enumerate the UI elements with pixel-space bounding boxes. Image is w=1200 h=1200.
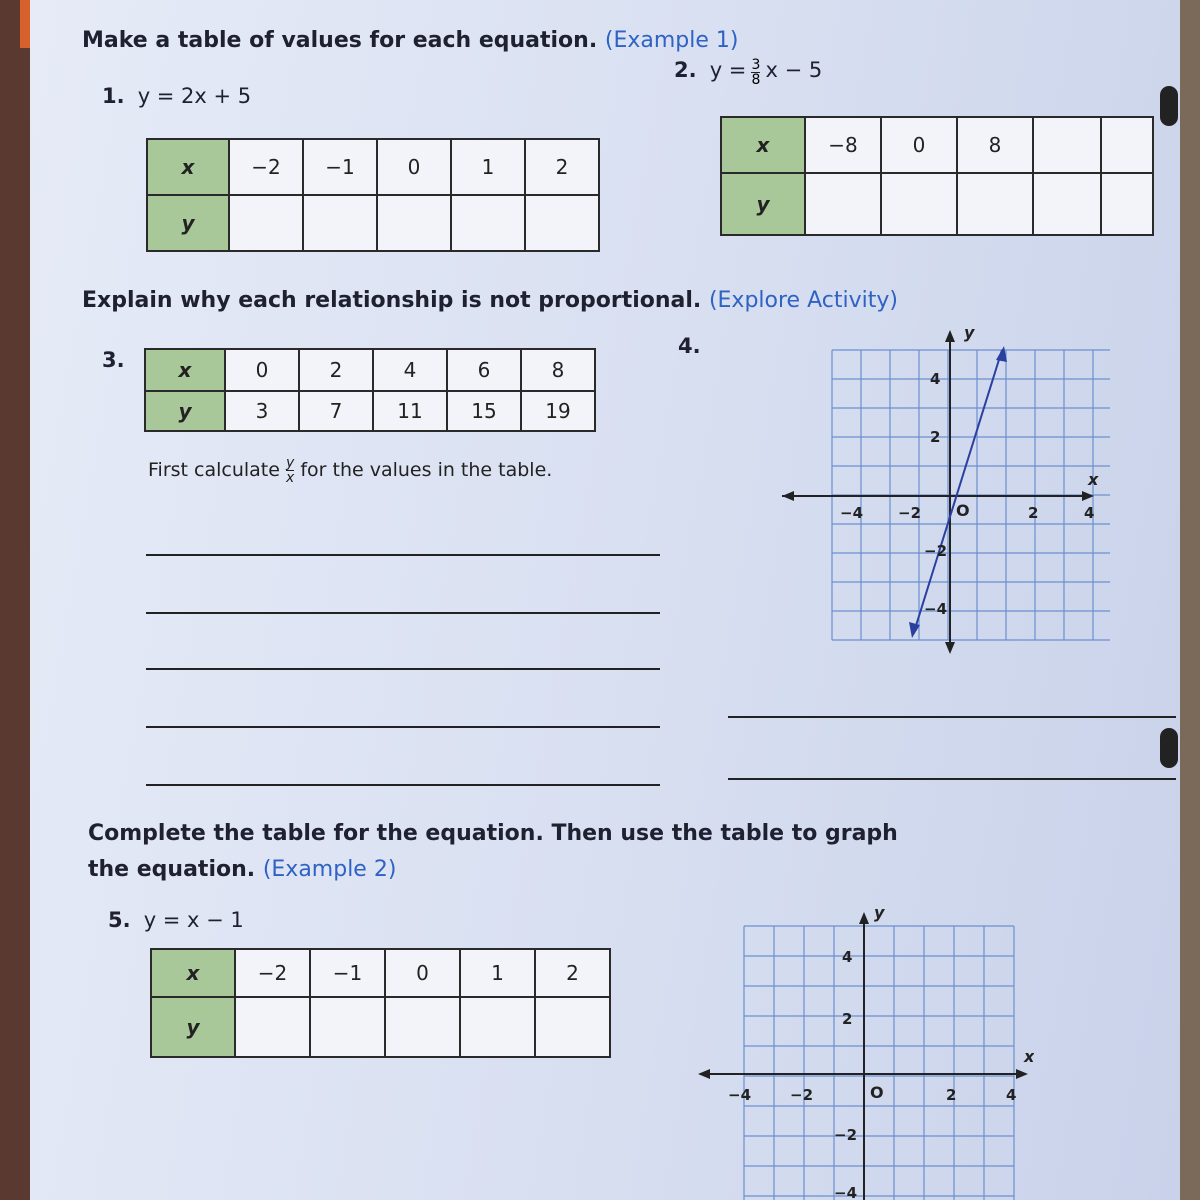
- table-row: [147, 195, 599, 251]
- x-axis-arrow-left-icon: [698, 1069, 710, 1079]
- y-answer-cell[interactable]: [957, 173, 1033, 235]
- section3-heading-line2: the equation.: [88, 857, 256, 882]
- problem-5-graph[interactable]: [694, 900, 1034, 1200]
- section2-heading-text: Explain why each relationship is not proportional.: [82, 288, 702, 313]
- problem-2-label: [674, 58, 822, 87]
- y-answer-cell[interactable]: [377, 195, 451, 251]
- y-tick-label: 4: [842, 948, 853, 966]
- table-row: [151, 949, 610, 997]
- x-header: x: [721, 117, 805, 173]
- answer-line[interactable]: [146, 784, 660, 786]
- y-answer-cell[interactable]: [310, 997, 385, 1057]
- problem-5-label: [108, 908, 244, 932]
- x-axis-label: x: [1024, 1047, 1034, 1066]
- x-tick-label: 2: [946, 1086, 957, 1104]
- y-answer-cell[interactable]: [1033, 173, 1101, 235]
- y-answer-cell[interactable]: [460, 997, 535, 1057]
- section2-ref: (Explore Activity): [708, 288, 898, 313]
- answer-line[interactable]: [728, 716, 1176, 718]
- problem-5-table: [150, 948, 611, 1058]
- fraction-denominator: x: [286, 470, 295, 486]
- y-answer-cell[interactable]: [1101, 173, 1153, 235]
- y-axis-arrow-down-icon: [945, 642, 955, 654]
- y-cell: 7: [299, 391, 373, 431]
- y-answer-cell[interactable]: [229, 195, 303, 251]
- x-cell: −1: [303, 139, 377, 195]
- origin-label: O: [956, 501, 970, 520]
- x-cell: 2: [299, 349, 373, 391]
- answer-line[interactable]: [146, 726, 660, 728]
- fraction-numerator: 3: [751, 57, 761, 73]
- answer-line[interactable]: [728, 778, 1176, 780]
- problem-1-label: [102, 84, 251, 108]
- y-cell: 11: [373, 391, 447, 431]
- y-answer-cell[interactable]: [303, 195, 377, 251]
- y-tick-label: −4: [834, 1184, 858, 1200]
- table-row: [721, 173, 1153, 235]
- section1-heading-text: Make a table of values for each equation.: [82, 28, 598, 53]
- y-tick-label: 2: [930, 428, 941, 446]
- x-cell: 1: [451, 139, 525, 195]
- line-arrow-up-icon: [996, 346, 1007, 362]
- x-cell: 6: [447, 349, 521, 391]
- y-cell: 19: [521, 391, 595, 431]
- problem-1-table: [146, 138, 600, 252]
- y-answer-cell[interactable]: [805, 173, 881, 235]
- y-axis-label: y: [964, 323, 975, 342]
- problem-2-number: 2.: [674, 58, 697, 82]
- x-axis-arrow-right-icon: [1016, 1069, 1028, 1079]
- problem-5-number: 5.: [108, 908, 131, 932]
- book-edge: [0, 0, 34, 1200]
- problem-1-number: 1.: [102, 84, 125, 108]
- x-tick-label: −4: [840, 504, 864, 522]
- problem-1-equation: y = 2x + 5: [137, 84, 252, 108]
- x-cell: −8: [805, 117, 881, 173]
- problem-2-eq-prefix: y =: [709, 58, 747, 82]
- y-answer-cell[interactable]: [525, 195, 599, 251]
- x-cell: 4: [373, 349, 447, 391]
- y-tick-label: 4: [930, 370, 941, 388]
- problem-4-number: 4.: [678, 334, 701, 358]
- x-header: x: [151, 949, 235, 997]
- binder-ring: [1160, 86, 1178, 126]
- x-axis-label: x: [1088, 470, 1099, 489]
- x-cell: 8: [521, 349, 595, 391]
- answer-line[interactable]: [146, 612, 660, 614]
- x-tick-label: −2: [790, 1086, 814, 1104]
- table-row: [721, 117, 1153, 173]
- fraction-denominator: 8: [751, 72, 761, 88]
- x-tick-label: 4: [1084, 504, 1095, 522]
- x-tick-label: −2: [898, 504, 922, 522]
- y-tick-label: −2: [924, 542, 948, 560]
- x-axis-arrow-right-icon: [1082, 491, 1094, 501]
- section1-heading: [82, 28, 738, 53]
- section1-ref: (Example 1): [604, 28, 739, 53]
- table-row: [145, 391, 595, 431]
- origin-label: O: [870, 1083, 884, 1102]
- y-cell: 3: [225, 391, 299, 431]
- x-tick-label: 2: [1028, 504, 1039, 522]
- x-tick-label: −4: [728, 1086, 752, 1104]
- graph-grid: [744, 926, 1017, 1200]
- problem-2-table: [720, 116, 1154, 236]
- y-answer-cell[interactable]: [451, 195, 525, 251]
- x-cell[interactable]: [1033, 117, 1101, 173]
- x-cell: −2: [235, 949, 310, 997]
- x-cell: 1: [460, 949, 535, 997]
- y-tick-label: 2: [842, 1010, 853, 1028]
- problem-3-instruction: [148, 456, 552, 485]
- table-row: [145, 349, 595, 391]
- problem-2-eq-suffix: x − 5: [765, 58, 823, 82]
- x-cell[interactable]: [1101, 117, 1153, 173]
- y-answer-cell[interactable]: [535, 997, 610, 1057]
- y-over-x-fraction: [286, 456, 294, 485]
- graph-line: [914, 350, 1002, 632]
- x-cell: 0: [385, 949, 460, 997]
- x-cell: 0: [881, 117, 957, 173]
- workbook-page: [30, 0, 1180, 1200]
- binder-ring: [1160, 728, 1178, 768]
- problem-5-equation: y = x − 1: [143, 908, 244, 932]
- x-cell: 0: [225, 349, 299, 391]
- problem-3-table: [144, 348, 596, 432]
- y-axis-label: y: [874, 903, 885, 922]
- problem-2-fraction: [751, 58, 760, 87]
- y-answer-cell[interactable]: [881, 173, 957, 235]
- problem-3-number: 3.: [102, 348, 125, 372]
- answer-line[interactable]: [146, 554, 660, 556]
- x-cell: 8: [957, 117, 1033, 173]
- y-header: y: [151, 997, 235, 1057]
- x-cell: −2: [229, 139, 303, 195]
- y-axis-arrow-up-icon: [945, 330, 955, 342]
- section3-heading-line1: Complete the table for the equation. Then use the table to graph: [88, 821, 898, 846]
- y-header: y: [147, 195, 229, 251]
- y-axis-arrow-up-icon: [859, 912, 869, 924]
- x-cell: 2: [535, 949, 610, 997]
- x-header: x: [147, 139, 229, 195]
- line-arrow-down-icon: [909, 622, 920, 638]
- answer-line[interactable]: [146, 668, 660, 670]
- instruction-prefix: First calculate: [148, 459, 280, 481]
- x-cell: 2: [525, 139, 599, 195]
- y-header: y: [721, 173, 805, 235]
- x-axis-arrow-left-icon: [782, 491, 794, 501]
- y-header: y: [145, 391, 225, 431]
- y-tick-label: −4: [924, 600, 948, 618]
- fraction-numerator: y: [286, 455, 295, 471]
- instruction-suffix: for the values in the table.: [300, 459, 553, 481]
- x-cell: 0: [377, 139, 451, 195]
- section3-ref: (Example 2): [262, 857, 397, 882]
- problem-4-graph: [770, 320, 1110, 660]
- y-tick-label: −2: [834, 1126, 858, 1144]
- table-row: [147, 139, 599, 195]
- x-cell: −1: [310, 949, 385, 997]
- y-cell: 15: [447, 391, 521, 431]
- x-tick-label: 4: [1006, 1086, 1017, 1104]
- y-answer-cell[interactable]: [385, 997, 460, 1057]
- y-answer-cell[interactable]: [235, 997, 310, 1057]
- section2-heading: [82, 288, 898, 313]
- table-row: [151, 997, 610, 1057]
- section3-heading: [88, 816, 898, 888]
- x-header: x: [145, 349, 225, 391]
